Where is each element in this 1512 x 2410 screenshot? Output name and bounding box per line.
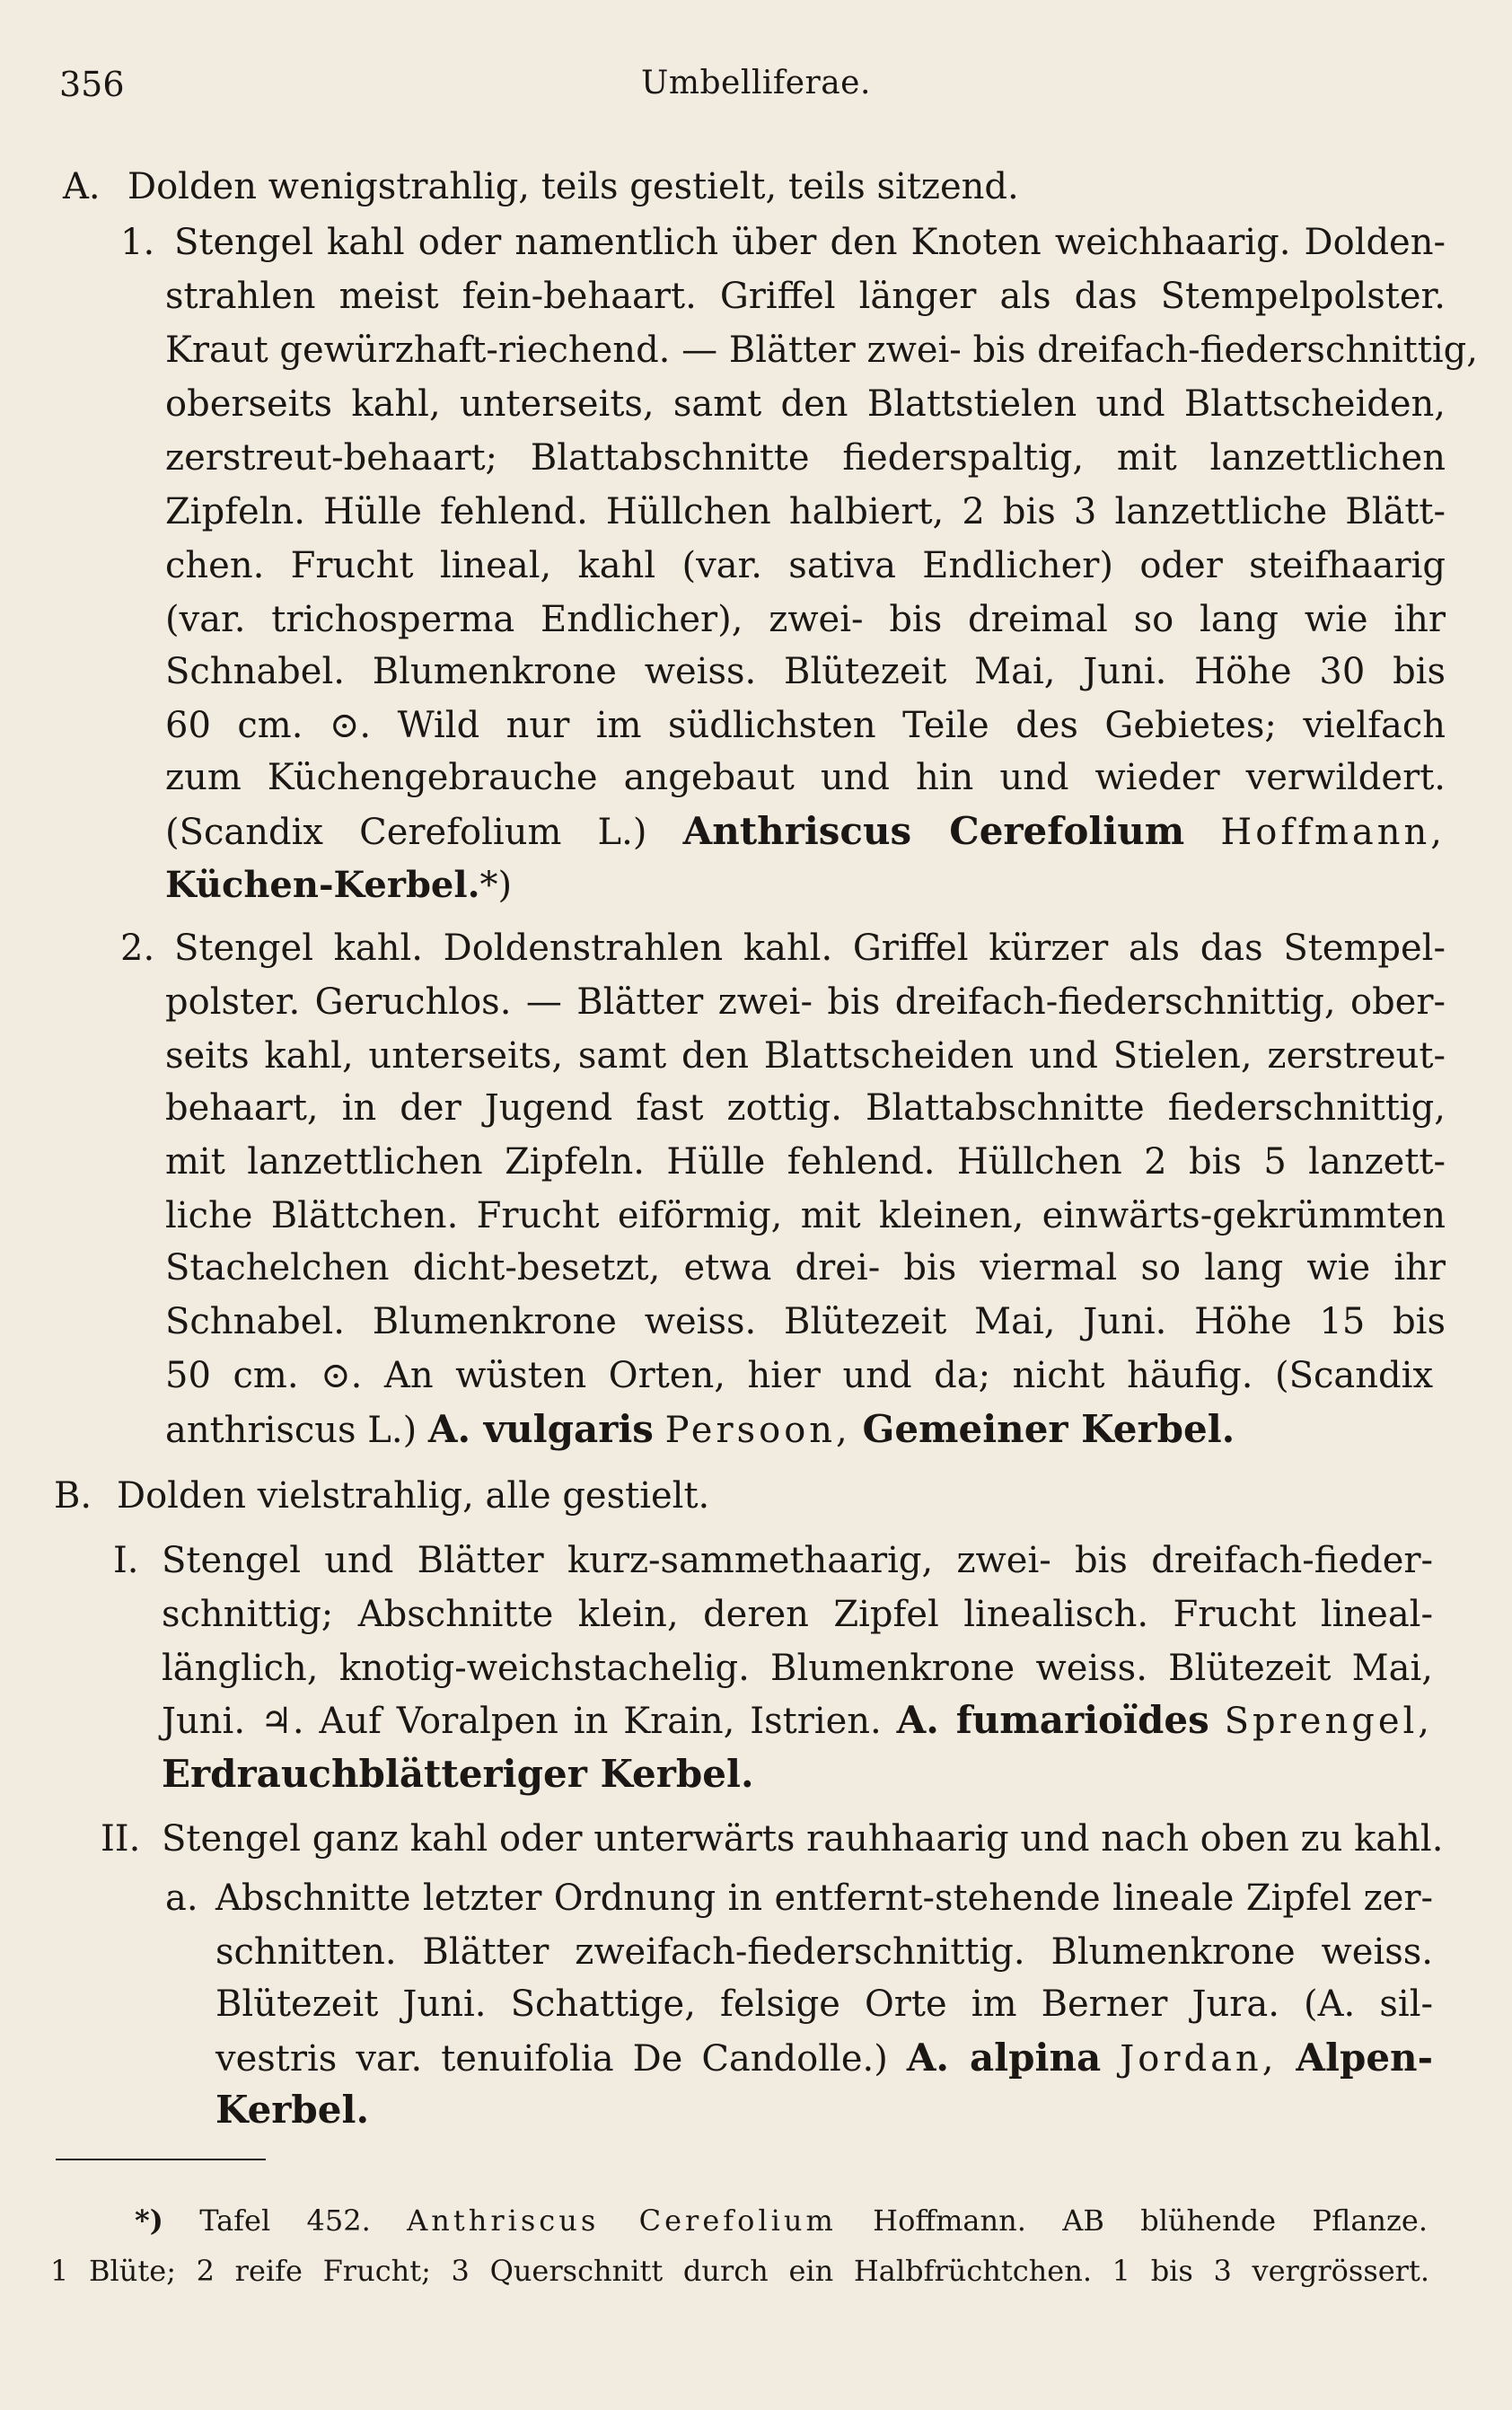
text-line [165, 862, 1446, 909]
text-line [162, 1751, 1433, 1799]
text-line: Zipfeln. Hülle fehlend. Hüllchen halbiert, 2 bis 3 lanzettliche Blätt- [165, 491, 1446, 532]
text-line [165, 808, 1446, 856]
text-line: behaart, in der Jugend fast zottig. Blattabschnitte fiederschnittig, [165, 1087, 1446, 1129]
item-II-label: II. [101, 1818, 141, 1860]
text-line: chen. Frucht lineal, kahl (var. sativa Endlicher) oder steifhaarig [165, 545, 1446, 586]
text-line [162, 1697, 1433, 1745]
taxon-name: Anthriscus Cerefolium [682, 809, 1185, 853]
text-line: mit lanzettlichen Zipfeln. Hülle fehlend. Hüllchen 2 bis 5 lanzett- [165, 1141, 1446, 1183]
taxon-name: Anthriscus Cerefolium [407, 2203, 837, 2238]
text-line: Stachelchen dicht-besetzt, etwa drei- bis viermal so lang wie ihr [165, 1247, 1446, 1289]
common-name: Küchen-Kerbel. [165, 864, 480, 906]
text-line [215, 2087, 1433, 2134]
text-line: Kraut gewürzhaft-riechend. — Blätter zwei- bis dreifach-fiederschnittig, [165, 330, 1478, 371]
taxon-author: Persoon, [664, 1410, 851, 1451]
text-line: zum Küchengebrauche angebaut und hin und wieder verwildert. [165, 757, 1446, 798]
text-line: strahlen meist fein-behaart. Griffel länger als das Stempelpolster. [165, 276, 1446, 317]
taxon-name: A. alpina [906, 2036, 1102, 2080]
text-line: Abschnitte letzter Ordnung in entfernt-stehende lineale Zipfel zer- [215, 1878, 1433, 1919]
taxon-author: Hoffmann, [1220, 812, 1446, 853]
footnote-line [135, 2202, 1428, 2239]
taxon-author: Sprengel, [1224, 1701, 1434, 1742]
text-line: Schnabel. Blumenkrone weiss. Blütezeit Mai, Juni. Höhe 15 bis [165, 1301, 1446, 1342]
running-title: Umbelliferae. [641, 65, 871, 101]
footnote-plate: Tafel 452. [199, 2203, 371, 2238]
synonym: vestris var. tenuifolia De Candolle.) [215, 2038, 888, 2080]
text-line: (var. trichosperma Endlicher), zwei- bis dreimal so lang wie ihr [165, 599, 1446, 640]
common-name: Alpen- [1296, 2036, 1434, 2080]
text-line: länglich, knotig-weichstachelig. Blumenkrone weiss. Blütezeit Mai, [162, 1648, 1433, 1689]
text-line: liche Blättchen. Frucht eiförmig, mit kleinen, einwärts-gekrümmten [165, 1195, 1446, 1236]
text-line: Stengel ganz kahl oder unterwärts rauhhaarig und nach oben zu kahl. [162, 1818, 1444, 1860]
sub-item-a-label: a. [165, 1878, 198, 1919]
text-line: schnitten. Blätter zweifach-fiederschnittig. Blumenkrone weiss. [215, 1931, 1433, 1973]
text-line [165, 1406, 1446, 1454]
page-number: 356 [59, 65, 125, 104]
synonym: (Scandix Cerefolium L.) [165, 812, 647, 853]
footnote-caption: Hoffmann. AB blühende Pflanze. [873, 2203, 1428, 2238]
synonym: anthriscus L.) [165, 1410, 418, 1451]
section-b-heading: Dolden vielstrahlig, alle gestielt. [117, 1475, 710, 1517]
taxon-author: Jordan, [1120, 2038, 1278, 2080]
text-line: Schnabel. Blumenkrone weiss. Blütezeit Mai, Juni. Höhe 30 bis [165, 651, 1446, 692]
footnote-line: 1 Blüte; 2 reife Frucht; 3 Querschnitt durch ein Halbfrüchtchen. 1 bis 3 vergrössert. [50, 2254, 1429, 2288]
section-b-label: B. [54, 1475, 92, 1517]
text-line: seits kahl, unterseits, samt den Blattscheiden und Stielen, zerstreut- [165, 1035, 1446, 1077]
item-1-label: 1. [120, 222, 155, 263]
text-line [215, 2035, 1433, 2082]
text-line: oberseits kahl, unterseits, samt den Blattstielen und Blattscheiden, [165, 383, 1446, 425]
section-a-label: A. [63, 166, 101, 207]
section-a-heading: Dolden wenigstrahlig, teils gestielt, teils sitzend. [127, 166, 1019, 207]
taxon-name: A. fumarioïdes [896, 1698, 1209, 1742]
text-line: 60 cm. ⊙. Wild nur im südlichsten Teile des Gebietes; vielfach [165, 705, 1446, 746]
text-line: Stengel kahl. Doldenstrahlen kahl. Griffel kürzer als das Stempel- [174, 928, 1446, 969]
item-2-label: 2. [120, 928, 155, 969]
habitat-text: Juni. ♃. Auf Voralpen in Krain, Istrien. [162, 1701, 882, 1742]
footnote-mark: *) [135, 2203, 163, 2238]
taxon-name: A. vulgaris [427, 1407, 654, 1451]
item-I-label: I. [113, 1540, 139, 1581]
common-name: Erdrauchblätteriger Kerbel. [162, 1752, 754, 1796]
text-line: Stengel und Blätter kurz-sammethaarig, zwei- bis dreifach-fieder- [162, 1540, 1433, 1581]
text-line: schnittig; Abschnitte klein, deren Zipfel linealisch. Frucht lineal- [162, 1594, 1433, 1635]
common-name: Kerbel. [215, 2088, 370, 2132]
footnote-rule [56, 2159, 266, 2160]
footnote-ref: *) [479, 865, 513, 906]
text-line: polster. Geruchlos. — Blätter zwei- bis dreifach-fiederschnittig, ober- [165, 981, 1446, 1023]
text-line: Blütezeit Juni. Schattige, felsige Orte im Berner Jura. (A. sil- [215, 1983, 1433, 2025]
text-line: 50 cm. ⊙. An wüsten Orten, hier und da; nicht häufig. (Scandix [165, 1355, 1433, 1396]
text-line: Stengel kahl oder namentlich über den Knoten weichhaarig. Dolden- [174, 222, 1446, 263]
text-line: zerstreut-behaart; Blattabschnitte fiederspaltig, mit lanzettlichen [165, 437, 1446, 479]
common-name: Gemeiner Kerbel. [862, 1407, 1235, 1451]
